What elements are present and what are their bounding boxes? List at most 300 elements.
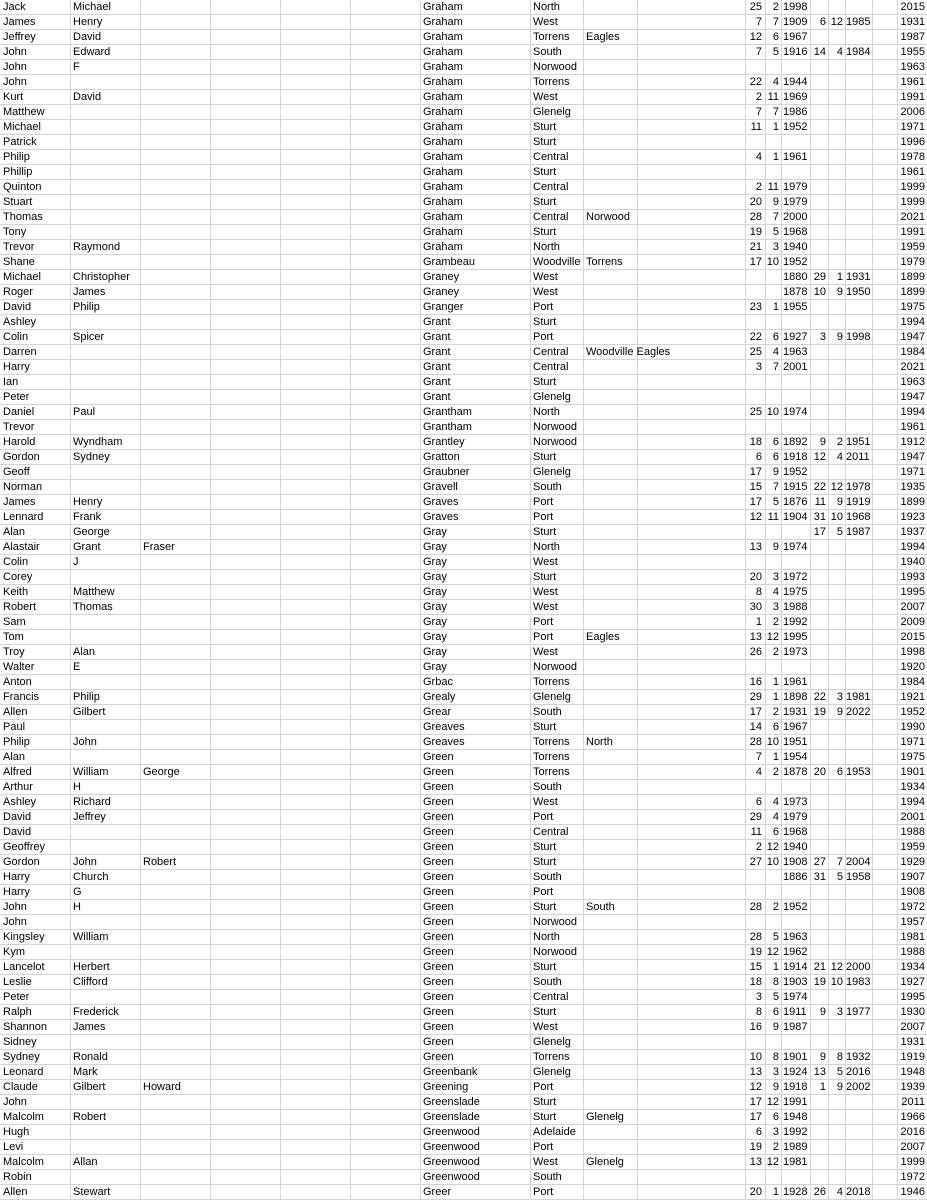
debut-year-cell[interactable]: 1988 <box>900 826 925 838</box>
death-year-cell[interactable]: 1953 <box>846 766 871 778</box>
birth-day-cell[interactable] <box>745 60 762 74</box>
birth-year-cell[interactable] <box>783 885 810 899</box>
other-club-cell[interactable] <box>586 1050 736 1064</box>
death-year-cell[interactable] <box>846 840 872 854</box>
other-club-cell[interactable]: Woodville Eagles <box>586 346 671 358</box>
debut-year-cell[interactable]: 1998 <box>900 646 925 658</box>
birth-month-cell[interactable]: 7 <box>772 16 779 28</box>
death-year-cell[interactable]: 1977 <box>846 1006 871 1018</box>
death-year-cell[interactable] <box>846 615 872 629</box>
second-name-cell[interactable]: James <box>73 1021 106 1033</box>
third-name-cell[interactable] <box>143 210 209 224</box>
debut-year-cell[interactable]: 1955 <box>900 46 925 58</box>
third-name-cell[interactable]: Robert <box>143 856 177 868</box>
death-year-cell[interactable] <box>846 255 872 269</box>
birth-year-cell[interactable] <box>783 375 810 389</box>
surname-cell[interactable]: Green <box>423 856 454 868</box>
death-month-cell[interactable] <box>828 840 843 854</box>
surname-cell[interactable]: Granger <box>423 301 464 313</box>
club-cell[interactable]: Central <box>533 346 569 358</box>
debut-year-cell[interactable]: 1971 <box>900 121 925 133</box>
first-name-cell[interactable]: Kingsley <box>3 931 45 943</box>
second-name-cell[interactable] <box>73 420 139 434</box>
club-cell[interactable]: Sturt <box>533 901 557 913</box>
first-name-cell[interactable]: Ashley <box>3 316 37 328</box>
death-day-cell[interactable] <box>810 195 826 209</box>
second-name-cell[interactable]: Robert <box>73 1111 107 1123</box>
third-name-cell[interactable] <box>143 60 209 74</box>
third-name-cell[interactable] <box>143 150 209 164</box>
birth-year-cell[interactable] <box>783 60 810 74</box>
death-month-cell[interactable]: 9 <box>836 331 843 343</box>
death-year-cell[interactable] <box>846 390 872 404</box>
debut-year-cell[interactable]: 1990 <box>900 721 925 733</box>
debut-year-cell[interactable]: 2016 <box>900 1126 925 1138</box>
surname-cell[interactable]: Green <box>423 991 454 1003</box>
other-club-cell[interactable] <box>586 45 736 59</box>
third-name-cell[interactable] <box>143 1095 209 1109</box>
club-cell[interactable]: West <box>533 1021 558 1033</box>
death-day-cell[interactable]: 6 <box>819 16 826 28</box>
other-club-cell[interactable]: Torrens <box>586 256 623 268</box>
second-name-cell[interactable]: Raymond <box>73 241 121 253</box>
second-name-cell[interactable] <box>73 1170 139 1184</box>
surname-cell[interactable]: Green <box>423 826 454 838</box>
death-month-cell[interactable] <box>828 105 843 119</box>
death-year-cell[interactable]: 1958 <box>846 871 871 883</box>
birth-month-cell[interactable]: 9 <box>772 1081 779 1093</box>
death-day-cell[interactable] <box>810 180 826 194</box>
third-name-cell[interactable] <box>143 345 209 359</box>
first-name-cell[interactable]: James <box>3 496 36 508</box>
birth-day-cell[interactable]: 12 <box>749 1081 762 1093</box>
surname-cell[interactable]: Green <box>423 946 454 958</box>
death-year-cell[interactable] <box>846 600 872 614</box>
death-day-cell[interactable]: 14 <box>813 46 826 58</box>
birth-year-cell[interactable]: 1951 <box>783 736 808 748</box>
death-month-cell[interactable] <box>828 990 843 1004</box>
death-year-cell[interactable] <box>846 465 872 479</box>
death-year-cell[interactable]: 1931 <box>846 271 871 283</box>
death-day-cell[interactable] <box>810 1035 826 1049</box>
club-cell[interactable]: Sturt <box>533 136 557 148</box>
death-day-cell[interactable] <box>810 1155 826 1169</box>
death-year-cell[interactable] <box>846 0 872 14</box>
first-name-cell[interactable]: Shane <box>3 256 35 268</box>
death-day-cell[interactable] <box>810 600 826 614</box>
birth-day-cell[interactable]: 17 <box>749 256 762 268</box>
surname-cell[interactable]: Grant <box>423 361 451 373</box>
debut-year-cell[interactable]: 1908 <box>900 886 925 898</box>
surname-cell[interactable]: Green <box>423 811 454 823</box>
club-cell[interactable]: Sturt <box>533 841 557 853</box>
birth-year-cell[interactable] <box>783 390 810 404</box>
first-name-cell[interactable]: Levi <box>3 1141 24 1153</box>
death-day-cell[interactable] <box>810 915 826 929</box>
other-club-cell[interactable] <box>586 975 736 989</box>
other-club-cell[interactable] <box>586 570 736 584</box>
death-year-cell[interactable] <box>846 120 872 134</box>
death-month-cell[interactable] <box>828 750 843 764</box>
birth-month-cell[interactable]: 7 <box>772 106 779 118</box>
birth-year-cell[interactable]: 1952 <box>783 121 808 133</box>
first-name-cell[interactable]: Allen <box>3 1186 28 1198</box>
first-name-cell[interactable]: Ashley <box>3 796 37 808</box>
birth-year-cell[interactable]: 1914 <box>783 961 808 973</box>
first-name-cell[interactable]: Geoff <box>3 466 30 478</box>
death-month-cell[interactable]: 3 <box>836 691 843 703</box>
birth-day-cell[interactable] <box>745 885 762 899</box>
surname-cell[interactable]: Greer <box>423 1186 452 1198</box>
third-name-cell[interactable] <box>143 195 209 209</box>
second-name-cell[interactable] <box>73 1125 139 1139</box>
third-name-cell[interactable] <box>143 105 209 119</box>
debut-year-cell[interactable]: 1979 <box>900 256 925 268</box>
birth-year-cell[interactable]: 1968 <box>783 826 808 838</box>
surname-cell[interactable]: Graves <box>423 511 459 523</box>
birth-day-cell[interactable]: 20 <box>749 571 762 583</box>
surname-cell[interactable]: Gray <box>423 526 447 538</box>
birth-year-cell[interactable]: 1979 <box>783 181 808 193</box>
second-name-cell[interactable] <box>73 345 139 359</box>
other-club-cell[interactable] <box>586 915 736 929</box>
other-club-cell[interactable] <box>586 495 736 509</box>
club-cell[interactable]: Sturt <box>533 721 557 733</box>
third-name-cell[interactable]: Howard <box>143 1081 181 1093</box>
birth-day-cell[interactable]: 25 <box>749 346 762 358</box>
death-year-cell[interactable] <box>846 990 872 1004</box>
birth-day-cell[interactable]: 6 <box>755 1126 762 1138</box>
death-day-cell[interactable] <box>810 165 826 179</box>
birth-month-cell[interactable]: 5 <box>772 226 779 238</box>
birth-year-cell[interactable]: 1979 <box>783 196 808 208</box>
other-club-cell[interactable] <box>586 1005 736 1019</box>
third-name-cell[interactable] <box>143 1170 209 1184</box>
death-day-cell[interactable] <box>810 825 826 839</box>
birth-month-cell[interactable]: 3 <box>772 571 779 583</box>
other-club-cell[interactable] <box>586 810 736 824</box>
club-cell[interactable]: Norwood <box>533 61 578 73</box>
club-cell[interactable]: South <box>533 1171 562 1183</box>
debut-year-cell[interactable]: 1987 <box>900 31 925 43</box>
birth-day-cell[interactable]: 18 <box>749 436 762 448</box>
other-club-cell[interactable] <box>586 435 736 449</box>
second-name-cell[interactable] <box>73 675 139 689</box>
second-name-cell[interactable] <box>73 990 139 1004</box>
first-name-cell[interactable]: Roger <box>3 286 33 298</box>
death-month-cell[interactable] <box>828 345 843 359</box>
death-year-cell[interactable]: 2004 <box>846 856 871 868</box>
club-cell[interactable]: West <box>533 286 558 298</box>
death-year-cell[interactable] <box>846 1020 872 1034</box>
second-name-cell[interactable] <box>73 720 139 734</box>
other-club-cell[interactable] <box>586 465 736 479</box>
club-cell[interactable]: West <box>533 586 558 598</box>
birth-day-cell[interactable]: 17 <box>749 706 762 718</box>
third-name-cell[interactable] <box>143 0 209 14</box>
death-year-cell[interactable] <box>846 315 872 329</box>
surname-cell[interactable]: Greenwood <box>423 1126 480 1138</box>
club-cell[interactable]: Sturt <box>533 526 557 538</box>
first-name-cell[interactable]: Leslie <box>3 976 32 988</box>
death-day-cell[interactable]: 3 <box>819 331 826 343</box>
death-month-cell[interactable]: 9 <box>836 706 843 718</box>
birth-month-cell[interactable]: 2 <box>772 1141 779 1153</box>
birth-month-cell[interactable] <box>765 915 779 929</box>
club-cell[interactable]: North <box>533 1 560 13</box>
death-day-cell[interactable] <box>810 810 826 824</box>
first-name-cell[interactable]: Norman <box>3 481 43 493</box>
third-name-cell[interactable] <box>143 300 209 314</box>
club-cell[interactable]: West <box>533 646 558 658</box>
surname-cell[interactable]: Graham <box>423 91 463 103</box>
surname-cell[interactable]: Greenslade <box>423 1096 480 1108</box>
club-cell[interactable]: Torrens <box>533 676 570 688</box>
club-cell[interactable]: South <box>533 46 562 58</box>
other-club-cell[interactable] <box>586 480 736 494</box>
first-name-cell[interactable]: Ralph <box>3 1006 32 1018</box>
third-name-cell[interactable] <box>143 375 209 389</box>
debut-year-cell[interactable]: 1999 <box>900 181 925 193</box>
club-cell[interactable]: Sturt <box>533 316 557 328</box>
other-club-cell[interactable] <box>586 360 736 374</box>
birth-year-cell[interactable]: 1981 <box>783 1156 808 1168</box>
club-cell[interactable]: Central <box>533 211 569 223</box>
third-name-cell[interactable] <box>143 30 209 44</box>
first-name-cell[interactable]: Jack <box>3 1 26 13</box>
first-name-cell[interactable]: Peter <box>3 391 30 403</box>
third-name-cell[interactable] <box>143 315 209 329</box>
club-cell[interactable]: Sturt <box>533 376 557 388</box>
death-month-cell[interactable] <box>828 555 843 569</box>
death-month-cell[interactable]: 9 <box>836 496 843 508</box>
birth-day-cell[interactable]: 28 <box>749 211 762 223</box>
debut-year-cell[interactable]: 1961 <box>900 166 925 178</box>
birth-month-cell[interactable] <box>765 780 779 794</box>
club-cell[interactable]: South <box>533 781 562 793</box>
third-name-cell[interactable] <box>143 750 209 764</box>
first-name-cell[interactable]: Allen <box>3 706 28 718</box>
birth-month-cell[interactable]: 6 <box>772 451 779 463</box>
death-month-cell[interactable] <box>828 180 843 194</box>
death-day-cell[interactable] <box>810 390 826 404</box>
debut-year-cell[interactable]: 1919 <box>900 1051 925 1063</box>
death-day-cell[interactable]: 10 <box>813 286 826 298</box>
death-month-cell[interactable] <box>828 1110 843 1124</box>
surname-cell[interactable]: Greenslade <box>423 1111 480 1123</box>
birth-month-cell[interactable]: 10 <box>766 856 779 868</box>
third-name-cell[interactable] <box>143 480 209 494</box>
birth-month-cell[interactable]: 11 <box>767 91 779 103</box>
birth-month-cell[interactable]: 6 <box>772 1111 779 1123</box>
debut-year-cell[interactable]: 1929 <box>900 856 925 868</box>
third-name-cell[interactable] <box>143 225 209 239</box>
birth-day-cell[interactable]: 4 <box>755 766 762 778</box>
birth-day-cell[interactable]: 22 <box>749 76 762 88</box>
death-month-cell[interactable] <box>828 405 843 419</box>
third-name-cell[interactable] <box>143 45 209 59</box>
surname-cell[interactable]: Green <box>423 886 454 898</box>
third-name-cell[interactable] <box>143 645 209 659</box>
surname-cell[interactable]: Graham <box>423 226 463 238</box>
death-month-cell[interactable] <box>828 630 843 644</box>
other-club-cell[interactable] <box>586 285 736 299</box>
debut-year-cell[interactable]: 1934 <box>900 961 925 973</box>
club-cell[interactable]: Glenelg <box>533 691 571 703</box>
surname-cell[interactable]: Graney <box>423 271 460 283</box>
second-name-cell[interactable]: Alan <box>73 646 96 658</box>
first-name-cell[interactable]: Alfred <box>3 766 32 778</box>
first-name-cell[interactable]: Shannon <box>3 1021 48 1033</box>
birth-year-cell[interactable]: 1969 <box>783 91 808 103</box>
surname-cell[interactable]: Gray <box>423 571 447 583</box>
birth-day-cell[interactable]: 17 <box>749 496 762 508</box>
death-day-cell[interactable] <box>810 0 826 14</box>
birth-day-cell[interactable]: 15 <box>749 961 762 973</box>
third-name-cell[interactable] <box>143 600 209 614</box>
second-name-cell[interactable]: Paul <box>73 406 96 418</box>
birth-month-cell[interactable]: 11 <box>767 511 779 523</box>
first-name-cell[interactable]: John <box>3 916 27 928</box>
debut-year-cell[interactable]: 1959 <box>900 841 925 853</box>
birth-year-cell[interactable]: 1954 <box>783 751 808 763</box>
third-name-cell[interactable] <box>143 1110 209 1124</box>
club-cell[interactable]: Central <box>533 361 569 373</box>
surname-cell[interactable]: Graham <box>423 106 463 118</box>
other-club-cell[interactable] <box>586 990 736 1004</box>
other-club-cell[interactable]: South <box>586 901 615 913</box>
death-day-cell[interactable] <box>810 555 826 569</box>
surname-cell[interactable]: Grbac <box>423 676 453 688</box>
birth-year-cell[interactable] <box>783 1170 810 1184</box>
first-name-cell[interactable]: Colin <box>3 556 29 568</box>
surname-cell[interactable]: Gray <box>423 646 447 658</box>
death-month-cell[interactable]: 6 <box>836 766 843 778</box>
other-club-cell[interactable]: Eagles <box>586 631 620 643</box>
death-year-cell[interactable] <box>846 195 872 209</box>
first-name-cell[interactable]: Gordon <box>3 856 40 868</box>
birth-month-cell[interactable]: 1 <box>772 961 779 973</box>
second-name-cell[interactable]: Spicer <box>73 331 105 343</box>
surname-cell[interactable]: Gravell <box>423 481 458 493</box>
death-month-cell[interactable] <box>828 225 843 239</box>
second-name-cell[interactable] <box>73 615 139 629</box>
birth-month-cell[interactable] <box>765 885 779 899</box>
birth-day-cell[interactable]: 11 <box>750 121 762 133</box>
death-year-cell[interactable] <box>846 1140 872 1154</box>
death-day-cell[interactable] <box>810 675 826 689</box>
surname-cell[interactable]: Green <box>423 751 454 763</box>
debut-year-cell[interactable]: 1912 <box>900 436 925 448</box>
other-club-cell[interactable] <box>586 720 736 734</box>
club-cell[interactable]: Central <box>533 991 569 1003</box>
surname-cell[interactable]: Graham <box>423 181 463 193</box>
surname-cell[interactable]: Grear <box>423 706 452 718</box>
death-day-cell[interactable] <box>810 750 826 764</box>
death-year-cell[interactable] <box>846 375 872 389</box>
death-day-cell[interactable] <box>810 90 826 104</box>
surname-cell[interactable]: Grant <box>423 346 451 358</box>
third-name-cell[interactable] <box>143 1125 209 1139</box>
first-name-cell[interactable]: Michael <box>3 271 41 283</box>
third-name-cell[interactable] <box>143 495 209 509</box>
other-club-cell[interactable] <box>586 15 736 29</box>
third-name-cell[interactable] <box>143 1005 209 1019</box>
third-name-cell[interactable] <box>143 180 209 194</box>
surname-cell[interactable]: Gray <box>423 586 447 598</box>
birth-month-cell[interactable]: 12 <box>766 1156 779 1168</box>
death-month-cell[interactable] <box>828 825 843 839</box>
death-month-cell[interactable] <box>828 300 843 314</box>
death-month-cell[interactable] <box>828 615 843 629</box>
death-month-cell[interactable]: 5 <box>836 871 843 883</box>
birth-day-cell[interactable]: 19 <box>749 946 762 958</box>
third-name-cell[interactable] <box>143 960 209 974</box>
birth-day-cell[interactable]: 19 <box>749 226 762 238</box>
birth-month-cell[interactable]: 2 <box>772 1 779 13</box>
death-year-cell[interactable] <box>846 300 872 314</box>
death-month-cell[interactable] <box>828 360 843 374</box>
surname-cell[interactable]: Graham <box>423 121 463 133</box>
birth-year-cell[interactable]: 1909 <box>783 16 808 28</box>
birth-month-cell[interactable]: 5 <box>772 931 779 943</box>
surname-cell[interactable]: Graham <box>423 166 463 178</box>
club-cell[interactable]: Torrens <box>533 766 570 778</box>
birth-year-cell[interactable]: 1878 <box>783 766 808 778</box>
club-cell[interactable]: Torrens <box>533 736 570 748</box>
second-name-cell[interactable] <box>73 825 139 839</box>
first-name-cell[interactable]: Quinton <box>3 181 42 193</box>
second-name-cell[interactable]: Philip <box>73 301 100 313</box>
club-cell[interactable]: West <box>533 796 558 808</box>
surname-cell[interactable]: Green <box>423 976 454 988</box>
third-name-cell[interactable] <box>143 1140 209 1154</box>
first-name-cell[interactable]: Troy <box>3 646 25 658</box>
debut-year-cell[interactable]: 1947 <box>900 451 925 463</box>
death-month-cell[interactable] <box>828 540 843 554</box>
death-month-cell[interactable]: 2 <box>836 436 843 448</box>
birth-month-cell[interactable]: 12 <box>766 1096 779 1108</box>
birth-day-cell[interactable]: 13 <box>749 541 762 553</box>
death-year-cell[interactable] <box>846 1110 872 1124</box>
other-club-cell[interactable] <box>586 870 736 884</box>
debut-year-cell[interactable]: 2001 <box>900 811 925 823</box>
death-day-cell[interactable] <box>810 570 826 584</box>
death-year-cell[interactable] <box>846 585 872 599</box>
death-day-cell[interactable] <box>810 795 826 809</box>
club-cell[interactable]: Port <box>533 1141 554 1153</box>
debut-year-cell[interactable]: 1995 <box>900 991 925 1003</box>
birth-day-cell[interactable]: 6 <box>755 451 762 463</box>
death-year-cell[interactable]: 1951 <box>846 436 871 448</box>
other-club-cell[interactable] <box>586 180 736 194</box>
death-day-cell[interactable]: 19 <box>813 976 826 988</box>
third-name-cell[interactable] <box>143 120 209 134</box>
birth-day-cell[interactable]: 7 <box>755 751 762 763</box>
death-year-cell[interactable] <box>846 1095 872 1109</box>
surname-cell[interactable]: Green <box>423 841 454 853</box>
first-name-cell[interactable]: Philip <box>3 151 30 163</box>
second-name-cell[interactable]: Frank <box>73 511 102 523</box>
debut-year-cell[interactable]: 1934 <box>900 781 925 793</box>
debut-year-cell[interactable]: 1901 <box>900 766 925 778</box>
surname-cell[interactable]: Graham <box>423 211 463 223</box>
debut-year-cell[interactable]: 1994 <box>900 796 925 808</box>
other-club-cell[interactable] <box>586 615 736 629</box>
birth-year-cell[interactable] <box>783 660 810 674</box>
birth-day-cell[interactable] <box>745 780 762 794</box>
third-name-cell[interactable] <box>143 465 209 479</box>
